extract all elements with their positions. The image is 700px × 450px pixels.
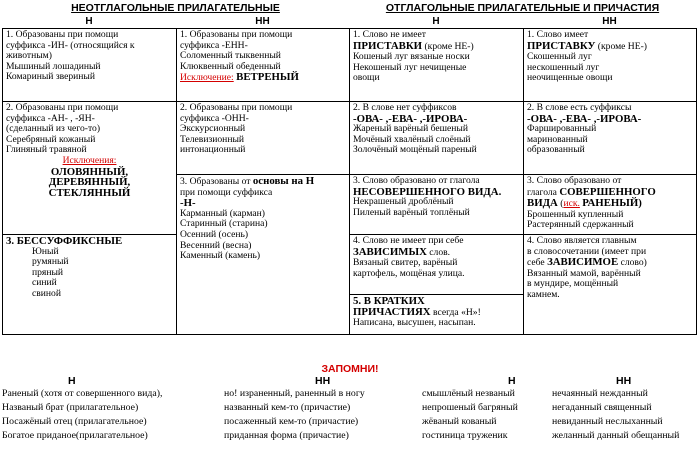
cell-enn-suffix: 1. Образованы при помощи суффикса -ЕНН- Соломенный тыквенный Клюквенный обеденный Исключение: ВЕТРЕНЫЙ bbox=[177, 29, 350, 102]
cell-onn-suffix: 2. Образованы при помощи суффикса -ОНН- Экскурсионный Телевизионный интонационный bbox=[177, 102, 350, 175]
table-title-row bbox=[2, 2, 696, 15]
remember-section bbox=[0, 363, 700, 443]
col-header-n-2: Н bbox=[432, 16, 440, 27]
column-headers bbox=[2, 16, 696, 27]
cell-no-ova-suffix: 2. В слове нет суффиксов -ОВА- ,-ЕВА- ,-ИРОВА- Жареный варёный бешеный Мочёный хвалёный слоёный Золочёный мощёный пареный bbox=[350, 102, 524, 175]
exceptions-label: Исключения: bbox=[62, 154, 117, 166]
title-non-verbal: НЕОТГЛАГОЛЬНЫЕ ПРИЛАГАТЕЛЬНЫЕ bbox=[71, 2, 280, 14]
cell-short-participles: 5. В КРАТКИХ ПРИЧАСТИЯХ всегда «Н»! Написана, высушен, насыпан. bbox=[353, 295, 481, 329]
cell-with-dependents: 4. Слово является главным в словосочетании (имеет при себе ЗАВИСИМОЕ слово) Вязанный мамой, варённый в мундире, мощённый камнем. bbox=[524, 235, 697, 335]
cell-n-stem: 3. Образованы от основы на Н при помощи суффикса -Н- Карманный (карман) Старинный (старина) Осенний (осень) Весенний (весна) Каменный (камень) bbox=[177, 175, 350, 335]
cell-has-prefix: 1. Слово имеет ПРИСТАВКУ (кроме НЕ-) Скошенный луг нескошенный луг неочищенные овощи bbox=[524, 29, 697, 102]
cell-no-prefix: 1. Слово не имеет ПРИСТАВКИ (кроме НЕ-) Кошеный луг вязаные носки Некошеный луг нечищеные овощи bbox=[350, 29, 524, 102]
remember-line: Посажёный отец (прилагательное) посаженный кем-то (причастие) жёваный кованый невиданный неслыханный bbox=[2, 416, 663, 427]
exception-label: Исключение: bbox=[180, 72, 234, 84]
remember-line: Богатое приданое(прилагательное) приданная форма (причастие) гостиница труженик желанный данный обещанный bbox=[2, 430, 680, 441]
table-row bbox=[3, 235, 697, 335]
cell-suffixless: 3. БЕССУФФИКСНЫЕ Юный румяный пряный синий свиной bbox=[3, 235, 177, 335]
col-header-nn-1: НН bbox=[255, 16, 270, 27]
remember-line: Названый брат (прилагательное) названный кем-то (причастие) непрошеный багряный негаданный священный bbox=[2, 402, 652, 413]
cell-ova-suffix: 2. В слове есть суффиксы -ОВА- ,-ЕВА- ,-ИРОВА- Фаршированный маринованный образованный bbox=[524, 102, 697, 175]
title-verbal: ОТГЛАГОЛЬНЫЕ ПРИЛАГАТЕЛЬНЫЕ И ПРИЧАСТИЯ bbox=[385, 2, 660, 14]
col-header-nn-2: НН bbox=[602, 16, 617, 27]
remember-line: Раненый (хотя от совершенного вида), но! израненный, раненный в ногу смышлёный незваный нечаянный нежданный bbox=[2, 388, 648, 399]
cell-in-suffix: 1. Образованы при помощи суффикса -ИН- (относящийся к животным) Мышиный лошадиный Комариный звериный bbox=[3, 29, 177, 102]
col-header-n-1: Н bbox=[85, 16, 93, 27]
rules-table bbox=[2, 28, 697, 335]
cell-imperfective: 3. Слово образовано от глагола НЕСОВЕРШЕННОГО ВИДА. Некрашеный дроблёный Пиленый варёный топлёный bbox=[350, 175, 524, 235]
table-row bbox=[3, 29, 697, 102]
exception-word: ВЕТРЕНЫЙ bbox=[236, 71, 299, 84]
cell-perfective: 3. Слово образовано от глагола СОВЕРШЕННОГО ВИДА (иск. РАНЕНЫЙ) Брошенный купленный Растерянный сдержанный bbox=[524, 175, 697, 235]
remember-headers: Н НН Н НН bbox=[68, 375, 632, 387]
remember-title: ЗАПОМНИ! bbox=[321, 363, 379, 375]
cell-no-dependents: 4. Слово не имеет при себе ЗАВИСИМЫХ слов. Вязаный свитер, варёный картофель, мощёная улица. 5. В КРАТКИХ ПРИЧАСТИЯХ всегда «Н»! Написана, высушен, насыпан. bbox=[350, 235, 524, 335]
table-row bbox=[3, 102, 697, 175]
cell-an-yan-suffix: 2. Образованы при помощи суффикса -АН- , -ЯН- (сделанный из чего-то) Серебряный кожаный Глиняный травяной Исключения: ОЛОВЯННЫЙ, ДЕРЕВЯННЫЙ, СТЕКЛЯННЫЙ bbox=[3, 102, 177, 235]
